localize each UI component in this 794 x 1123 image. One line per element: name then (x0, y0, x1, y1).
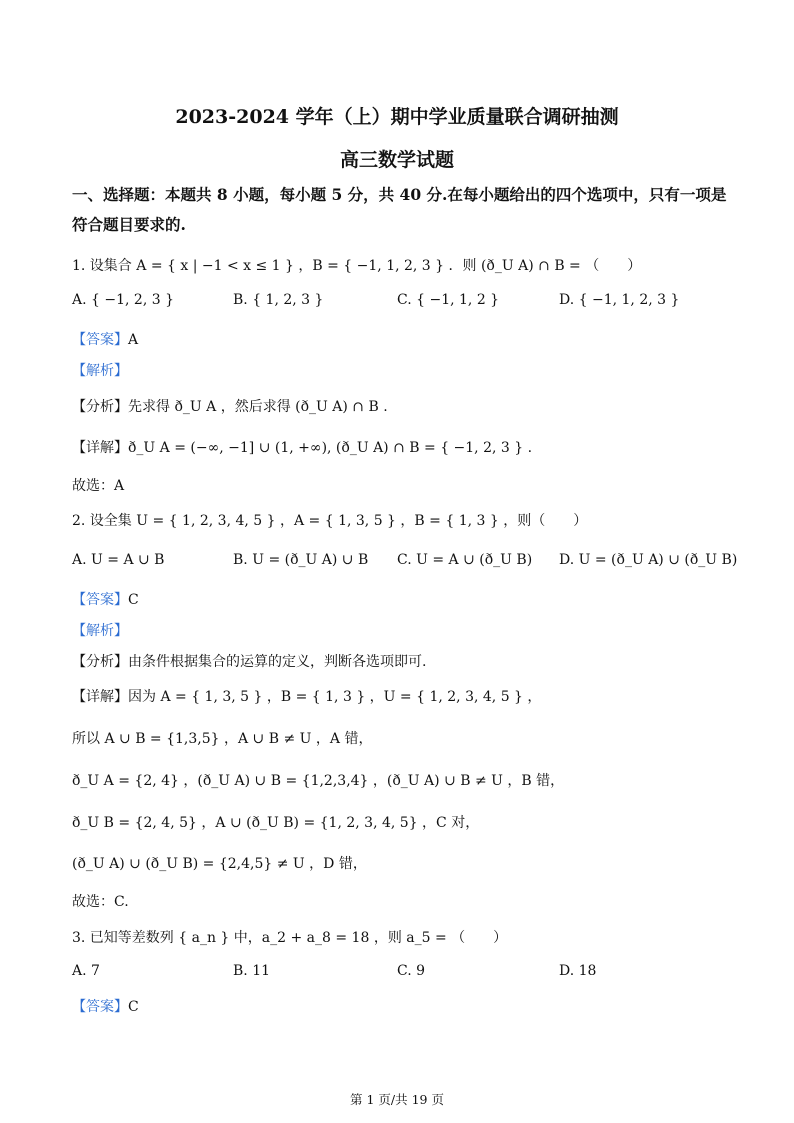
q1-option-a: A. { −1, 2, 3 } (72, 292, 174, 308)
q3-answer (72, 996, 139, 1016)
q1-stem: 1. 设集合 A = { x | −1 < x ≤ 1 } ，B = { −1, 1, 2, 3 } ．则 (ð_U A) ∩ B = （ ） (72, 258, 642, 274)
detail-text: ð_U A = (−∞, −1] ∪ (1, +∞), (ð_U A) ∩ B = { −1, 2, 3 } . (128, 440, 533, 456)
q2-stem: 2. 设全集 U = { 1, 2, 3, 4, 5 } ，A = { 1, 3, 5 } ，B = { 1, 3 } ，则（ ） (72, 513, 588, 529)
q1-analysis-tag: 【解析】 (72, 363, 128, 379)
detail-text: 因为 A = { 1, 3, 5 } ，B = { 1, 3 } ，U = { 1, 2, 3, 4, 5 } ， (128, 689, 542, 705)
answer-value: C (128, 999, 139, 1015)
q2-fenxi (72, 651, 426, 671)
q2-detail (72, 686, 541, 706)
q2-choose: 故选：C. (72, 894, 129, 910)
q2-option-b: B. U = (ð_U A) ∪ B (233, 552, 369, 568)
q1-option-d: D. { −1, 1, 2, 3 } (559, 292, 680, 308)
fenxi-tag: 【分析】 (72, 654, 128, 670)
q1-answer (72, 329, 138, 349)
q2-option-a: A. U = A ∪ B (72, 552, 165, 568)
exam-title: 2023-2024 学年（上）期中学业质量联合调研抽测 (175, 106, 619, 128)
q2-analysis-tag: 【解析】 (72, 623, 128, 639)
answer-value: C (128, 592, 139, 608)
q2-line2: ð_U A = {2, 4} ，(ð_U A) ∪ B = {1,2,3,4} ，(ð_U A) ∪ B ≠ U ，B 错， (72, 773, 565, 789)
q1-option-b: B. { 1, 2, 3 } (233, 292, 324, 308)
q3-option-d: D. 18 (559, 963, 597, 979)
answer-tag: 【答案】 (72, 332, 128, 348)
q2-line1: 所以 A ∪ B = {1,3,5} ，A ∪ B ≠ U ，A 错， (72, 731, 373, 747)
section-heading: 一、选择题：本题共 8 小题，每小题 5 分，共 40 分.在每小题给出的四个选项中，只有一项是 (72, 185, 727, 204)
answer-tag: 【答案】 (72, 999, 128, 1015)
q3-option-b: B. 11 (233, 963, 271, 979)
answer-tag: 【答案】 (72, 592, 128, 608)
q1-option-c: C. { −1, 1, 2 } (397, 292, 500, 308)
q3-option-a: A. 7 (72, 963, 100, 979)
q2-option-d: D. U = (ð_U A) ∪ (ð_U B) (559, 552, 738, 568)
q2-line4: (ð_U A) ∪ (ð_U B) = {2,4,5} ≠ U ，D 错， (72, 856, 367, 872)
q2-option-c: C. U = A ∪ (ð_U B) (397, 552, 533, 568)
q1-fenxi (72, 396, 388, 416)
q2-line3: ð_U B = {2, 4, 5} ，A ∪ (ð_U B) = {1, 2, 3, 4, 5} ，C 对， (72, 815, 480, 831)
detail-tag: 【详解】 (72, 440, 128, 456)
answer-value: A (128, 332, 139, 348)
q2-answer (72, 589, 139, 609)
section-heading-cont: 符合题目要求的. (72, 215, 186, 234)
q1-detail (72, 437, 532, 457)
fenxi-text: 先求得 ð_U A ，然后求得 (ð_U A) ∩ B . (128, 399, 388, 415)
q1-choose: 故选：A (72, 478, 125, 494)
q3-option-c: C. 9 (397, 963, 426, 979)
page-footer: 第 1 页/共 19 页 (350, 1092, 444, 1107)
q3-stem: 3. 已知等差数列 { a_n } 中，a_2 + a_8 = 18 ，则 a_5 = （ ） (72, 930, 508, 946)
exam-subtitle: 高三数学试题 (339, 149, 454, 171)
fenxi-text: 由条件根据集合的运算的定义，判断各选项即可. (128, 654, 427, 670)
fenxi-tag: 【分析】 (72, 399, 128, 415)
detail-tag: 【详解】 (72, 689, 128, 705)
